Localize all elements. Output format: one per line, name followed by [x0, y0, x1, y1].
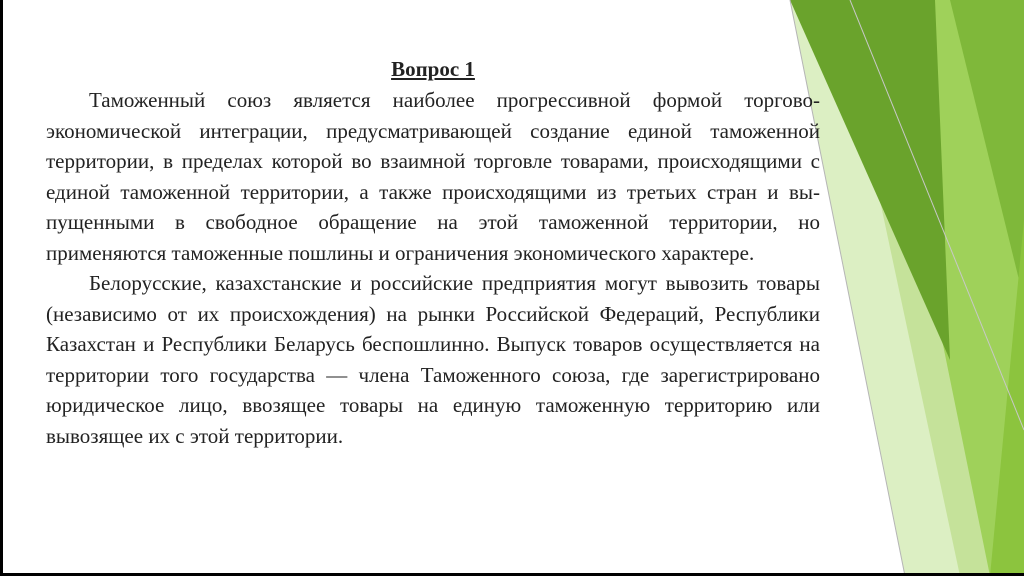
question-title: Вопрос 1 [391, 57, 475, 81]
left-border [0, 0, 3, 576]
slide-body [46, 54, 820, 451]
paragraph-2: Белорусские, казахстанские и российские предприятия могут вывозить товары (независимо от их происхождения) на рынки Российской Федераций, Республики Казахстан и Республики Беларусь беспошлинно. Выпуск товаров осуществляется на территории того государства — члена Таможенного союза, где зарегистрировано юридическое лицо, ввозящее товары на единую таможенную территорию или вывозящее их с этой территории. [46, 271, 820, 448]
paragraph-1: Таможенный союз является наиболее прогрессивной формой торгово-экономической интеграции, предусматривающей создание единой таможенной территории, в пределах которой во взаимной торговле товарами, происходящими с единой таможенной территории, а также происходящими из третьих стран и вы-пущенными в свободное обращение на этой таможенной территории, но применяются таможенные пошлины и ограничения экономического характере. [46, 88, 820, 265]
